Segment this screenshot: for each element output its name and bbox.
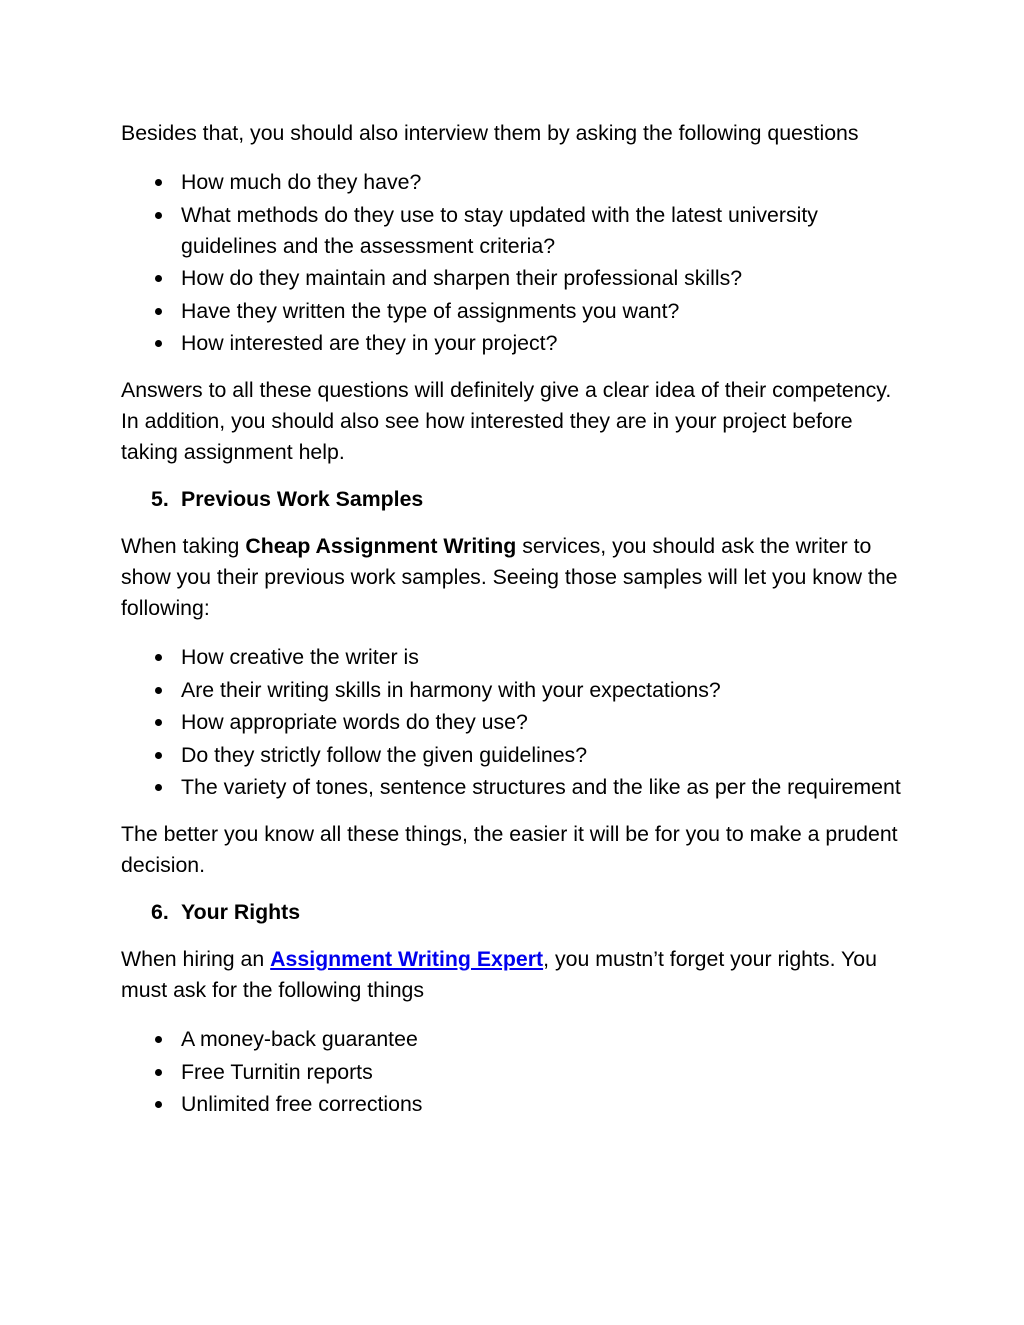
- list-item: Unlimited free corrections: [121, 1089, 901, 1120]
- closing-paragraph: The better you know all these things, the easier it will be for you to make a prudent decision.: [121, 822, 898, 877]
- questions-list: [121, 167, 901, 359]
- rights-list: [121, 1024, 901, 1120]
- bullet-icon: [155, 784, 162, 791]
- bullet-icon: [155, 275, 162, 282]
- section-number: 6.: [151, 900, 169, 924]
- bullet-icon: [155, 752, 162, 759]
- list-item: How interested are they in your project?: [121, 328, 901, 359]
- section-6-paragraph: When hiring an Assignment Writing Expert, you mustn’t forget your rights. You must ask for the following things: [121, 947, 877, 1002]
- samples-list: [121, 642, 901, 803]
- list-item: Are their writing skills in harmony with your expectations?: [121, 675, 901, 706]
- list-item: How creative the writer is: [121, 642, 901, 673]
- list-item: The variety of tones, sentence structures and the like as per the requirement: [121, 772, 901, 803]
- section-6-heading: [121, 897, 901, 928]
- bullet-icon: [155, 719, 162, 726]
- list-item: How do they maintain and sharpen their professional skills?: [121, 263, 901, 294]
- bullet-icon: [155, 179, 162, 186]
- document-body: [121, 118, 901, 1122]
- bold-phrase: Cheap Assignment Writing: [245, 534, 517, 558]
- list-item: How appropriate words do they use?: [121, 707, 901, 738]
- list-item: How much do they have?: [121, 167, 901, 198]
- bullet-icon: [155, 654, 162, 661]
- list-item: Free Turnitin reports: [121, 1057, 901, 1088]
- bullet-icon: [155, 212, 162, 219]
- list-item: What methods do they use to stay updated with the latest university guidelines and the assessment criteria?: [121, 200, 901, 262]
- intro-paragraph: Besides that, you should also interview them by asking the following questions: [121, 121, 859, 145]
- list-item: Do they strictly follow the given guidelines?: [121, 740, 901, 771]
- assignment-writing-expert-link[interactable]: Assignment Writing Expert: [270, 947, 544, 971]
- section-number: 5.: [151, 487, 169, 511]
- list-item: A money-back guarantee: [121, 1024, 901, 1055]
- bullet-icon: [155, 340, 162, 347]
- section-5-paragraph: When taking Cheap Assignment Writing services, you should ask the writer to show you their previous work samples. Seeing those samples will let you know the following:: [121, 534, 898, 620]
- section-5-heading: [121, 484, 901, 515]
- bullet-icon: [155, 308, 162, 315]
- bullet-icon: [155, 687, 162, 694]
- list-item: Have they written the type of assignments you want?: [121, 296, 901, 327]
- bullet-icon: [155, 1101, 162, 1108]
- bullet-icon: [155, 1069, 162, 1076]
- answers-paragraph: Answers to all these questions will definitely give a clear idea of their competency. In addition, you should also see how interested they are in your project before taking assignment help.: [121, 378, 892, 464]
- bullet-icon: [155, 1036, 162, 1043]
- section-title: Previous Work Samples: [181, 487, 424, 511]
- section-title: Your Rights: [181, 900, 301, 924]
